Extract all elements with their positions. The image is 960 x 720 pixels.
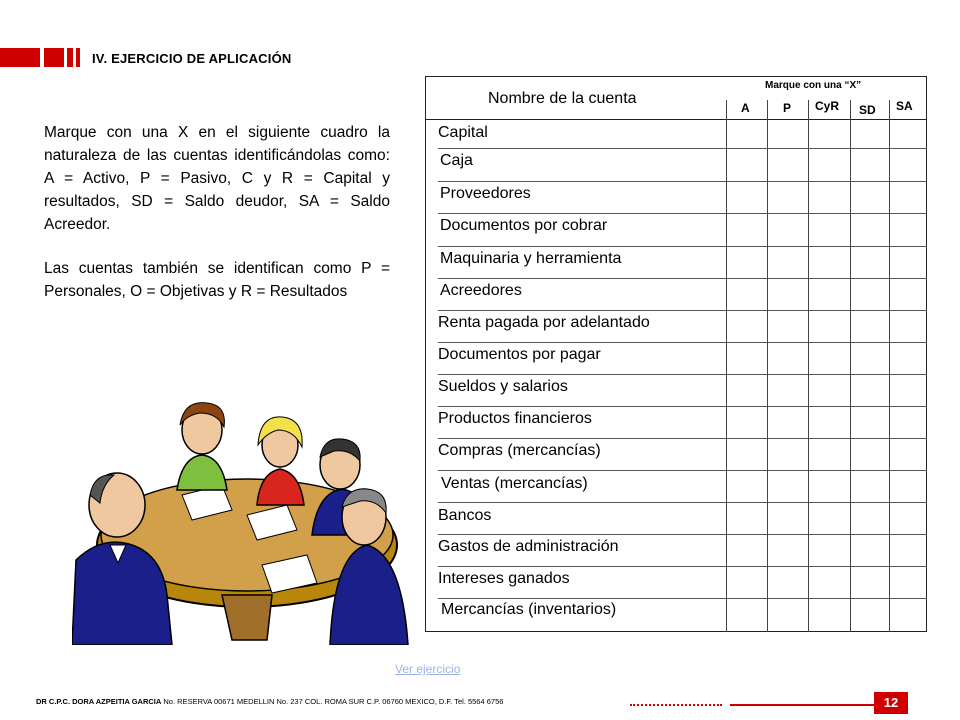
answer-cell[interactable] <box>809 503 849 533</box>
column-header-p: P <box>783 101 792 115</box>
answer-cell[interactable] <box>809 149 849 180</box>
answer-cell[interactable] <box>727 471 766 501</box>
answer-cell[interactable] <box>768 439 807 469</box>
answer-cell[interactable] <box>851 214 888 245</box>
account-label: Documentos por cobrar <box>440 217 608 234</box>
answer-cell[interactable] <box>727 247 766 277</box>
answer-cell[interactable] <box>851 343 888 373</box>
answer-cell[interactable] <box>890 503 925 533</box>
account-label: Productos financieros <box>438 410 592 427</box>
answer-cell[interactable] <box>768 503 807 533</box>
answer-cell[interactable] <box>809 247 849 277</box>
answer-cell[interactable] <box>809 182 849 212</box>
account-label: Mercancías (inventarios) <box>441 601 617 618</box>
answer-cell[interactable] <box>727 503 766 533</box>
answer-cell[interactable] <box>809 343 849 373</box>
page-number: 12 <box>874 692 908 714</box>
answer-cell[interactable] <box>851 311 888 341</box>
account-name-header: Nombre de la cuenta <box>488 90 637 107</box>
answer-cell[interactable] <box>727 375 766 405</box>
answer-cell[interactable] <box>851 503 888 533</box>
instructions-paragraph-2: Las cuentas también se identifican como P = Personales, O = Objetivas y R = Resultados <box>44 260 390 300</box>
account-label: Bancos <box>438 507 492 524</box>
answer-cell[interactable] <box>809 311 849 341</box>
answer-cell[interactable] <box>851 279 888 309</box>
answer-cell[interactable] <box>727 599 766 630</box>
instructions-paragraph-1: Marque con una X en el siguiente cuadro la naturaleza de las cuentas identificándolas como: A = Activo, P = Pasivo, C y R = Capital y resultados, SD = Saldo deudor, SA = Saldo Acreedor. <box>44 124 390 233</box>
answer-cell[interactable] <box>727 567 766 597</box>
answer-cell[interactable] <box>768 279 807 309</box>
answer-cell[interactable] <box>890 567 925 597</box>
answer-cell[interactable] <box>890 535 925 565</box>
answer-cell[interactable] <box>727 407 766 437</box>
answer-cell[interactable] <box>727 439 766 469</box>
answer-cell[interactable] <box>727 535 766 565</box>
answer-cell[interactable] <box>809 535 849 565</box>
answer-cell[interactable] <box>851 182 888 212</box>
answer-cell[interactable] <box>890 439 925 469</box>
answer-cell[interactable] <box>851 149 888 180</box>
answer-cell[interactable] <box>768 247 807 277</box>
column-header-a: A <box>741 101 750 115</box>
answer-cell[interactable] <box>851 471 888 501</box>
answer-cell[interactable] <box>768 599 807 630</box>
header-accent-bars <box>0 48 82 67</box>
answer-cell[interactable] <box>890 279 925 309</box>
answer-cell[interactable] <box>727 343 766 373</box>
column-header-cyr: CyR <box>815 99 840 113</box>
answer-cell[interactable] <box>727 311 766 341</box>
answer-cell[interactable] <box>809 407 849 437</box>
footer-dotted-line <box>630 704 722 706</box>
view-exercise-link[interactable]: Ver ejercicio <box>395 662 461 676</box>
answer-cell[interactable] <box>768 182 807 212</box>
footer-red-line <box>730 704 874 706</box>
account-label: Proveedores <box>440 185 531 202</box>
answer-cell[interactable] <box>809 375 849 405</box>
account-label: Renta pagada por adelantado <box>438 314 650 331</box>
answer-cell[interactable] <box>851 535 888 565</box>
answer-cell[interactable] <box>851 567 888 597</box>
answer-cell[interactable] <box>809 567 849 597</box>
account-label: Ventas (mercancías) <box>441 475 588 492</box>
answer-cell[interactable] <box>809 214 849 245</box>
column-header-sa: SA <box>896 99 913 113</box>
answer-cell[interactable] <box>727 149 766 180</box>
answer-cell[interactable] <box>768 535 807 565</box>
answer-cell[interactable] <box>890 343 925 373</box>
account-label: Sueldos y salarios <box>438 378 568 395</box>
answer-cell[interactable] <box>809 471 849 501</box>
answer-cell[interactable] <box>768 471 807 501</box>
answer-cell[interactable] <box>890 182 925 212</box>
answer-cell[interactable] <box>890 375 925 405</box>
account-label: Documentos por pagar <box>438 346 601 363</box>
answer-cell[interactable] <box>768 149 807 180</box>
answer-cell[interactable] <box>809 599 849 630</box>
account-label: Capital <box>438 124 488 141</box>
account-label: Acreedores <box>440 282 522 299</box>
answer-cell[interactable] <box>890 599 925 630</box>
answer-cell[interactable] <box>727 182 766 212</box>
account-label: Compras (mercancías) <box>438 442 601 459</box>
answer-cell[interactable] <box>809 439 849 469</box>
column-header-sd: SD <box>859 103 876 117</box>
answer-cell[interactable] <box>890 247 925 277</box>
footer-details: No. RESERVA 00671 MEDELLIN No. 237 COL. ROMA SUR C.P. 06760 MEXICO, D.F. Tel. 5564 6756 <box>163 697 504 706</box>
answer-cell[interactable] <box>851 599 888 630</box>
answer-cell[interactable] <box>768 214 807 245</box>
answer-cell[interactable] <box>890 471 925 501</box>
answer-cell[interactable] <box>768 567 807 597</box>
meeting-table-illustration <box>72 395 412 645</box>
answer-cell[interactable] <box>890 214 925 245</box>
answer-cell[interactable] <box>851 247 888 277</box>
answer-cell[interactable] <box>890 149 925 180</box>
account-label: Maquinaria y herramienta <box>440 250 622 267</box>
account-label: Intereses ganados <box>438 570 570 587</box>
answer-cell[interactable] <box>851 407 888 437</box>
answer-cell[interactable] <box>851 375 888 405</box>
answer-cell[interactable] <box>890 311 925 341</box>
answer-cell[interactable] <box>851 439 888 469</box>
mark-instruction-note: Marque con una “X” <box>765 80 862 91</box>
answer-cell[interactable] <box>768 375 807 405</box>
answer-cell[interactable] <box>727 214 766 245</box>
account-label: Caja <box>440 152 473 169</box>
answer-cell[interactable] <box>727 279 766 309</box>
answer-cell[interactable] <box>768 311 807 341</box>
section-title: IV. EJERCICIO DE APLICACIÓN <box>92 51 292 66</box>
footer-text <box>36 697 503 706</box>
answer-cell[interactable] <box>809 279 849 309</box>
footer-author: DR C.P.C. DORA AZPEITIA GARCIA <box>36 697 162 706</box>
answer-cell[interactable] <box>890 407 925 437</box>
account-label: Gastos de administración <box>438 538 619 555</box>
answer-cell[interactable] <box>768 407 807 437</box>
answer-cell[interactable] <box>768 343 807 373</box>
